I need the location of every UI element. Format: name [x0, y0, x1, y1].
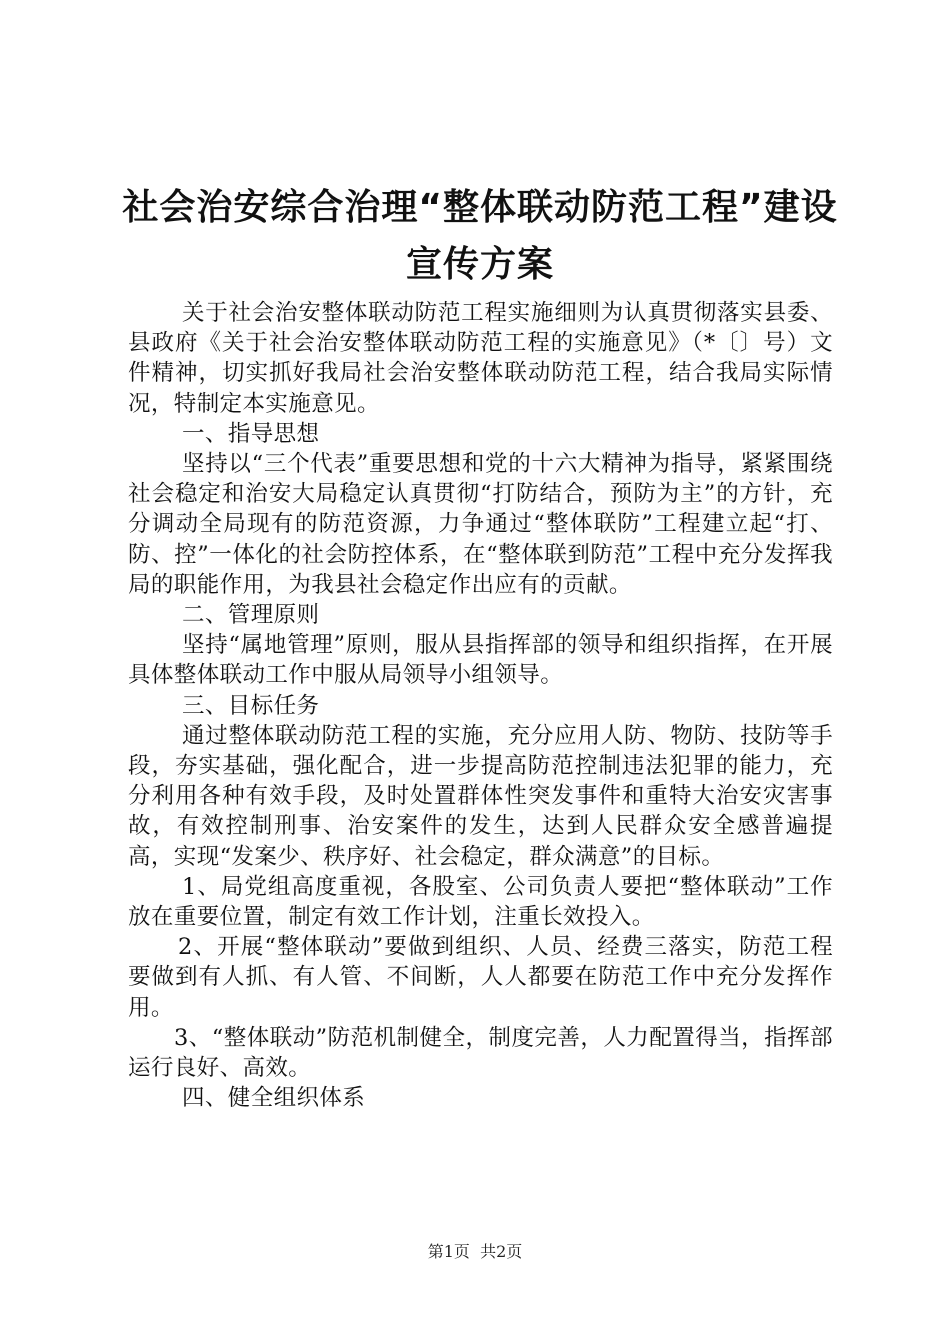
section-heading-goals-tasks: 三、目标任务 — [182, 692, 320, 719]
intro-paragraph: 关于社会治安整体联动防范工程实施细则为认真贯彻落实县委、县政府《关于社会治安整体联动防范工程的实施意见》（*〔〕号）文件精神，切实抓好我局社会治安整体联动防范工程，结合我局实际情况，特制定本实施意见。 — [128, 300, 833, 417]
document-title-line-2: 宣传方案 — [405, 244, 554, 285]
list-item-2: 2、开展“整体联动”要做到组织、人员、经费三落实，防范工程要做到有人抓、有人管、不间断，人人都要在防范工作中充分发挥作用。 — [128, 934, 833, 1021]
page-number: 第1页 — [427, 1242, 470, 1261]
goals-tasks-paragraph: 通过整体联动防范工程的实施，充分应用人防、物防、技防等手段，夯实基础，强化配合，进一步提高防范控制违法犯罪的能力，充分利用各种有效手段，及时处置群体性突发事件和重特大治安灾害事故，有效控制刑事、治安案件的发生，达到人民群众安全感普遍提高，实现“发案少、秩序好、社会稳定，群众满意”的目标。 — [128, 722, 833, 870]
document-title-line-1: 社会治安综合治理“整体联动防范工程”建设 — [122, 187, 838, 228]
document-body — [128, 298, 833, 1113]
list-item-1: 1、局党组高度重视，各股室、公司负责人要把“整体联动”工作放在重要位置，制定有效工作计划，注重长效投入。 — [128, 873, 833, 931]
page-total: 共2页 — [480, 1242, 523, 1261]
management-principle-paragraph: 坚持“属地管理”原则，服从县指挥部的领导和组织指挥，在开展具体整体联动工作中服从局领导小组领导。 — [128, 632, 833, 689]
guiding-ideology-paragraph: 坚持以“三个代表”重要思想和党的十六大精神为指导，紧紧围绕社会稳定和治安大局稳定认真贯彻“打防结合，预防为主”的方针，充分调动全局现有的防范资源，力争通过“整体联防”工程建立起“打、防、控”一体化的社会防控体系，在“整体联到防范”工程中充分发挥我局的职能作用，为我县社会稳定作出应有的贡献。 — [128, 451, 833, 598]
section-heading-management-principle: 二、管理原则 — [182, 602, 320, 629]
list-item-3: 3、“整体联动”防范机制健全，制度完善，人力配置得当，指挥部运行良好、高效。 — [128, 1024, 833, 1082]
section-heading-guiding-ideology: 一、指导思想 — [182, 420, 320, 447]
page-footer — [0, 1242, 950, 1262]
section-heading-organization: 四、健全组织体系 — [182, 1085, 366, 1112]
